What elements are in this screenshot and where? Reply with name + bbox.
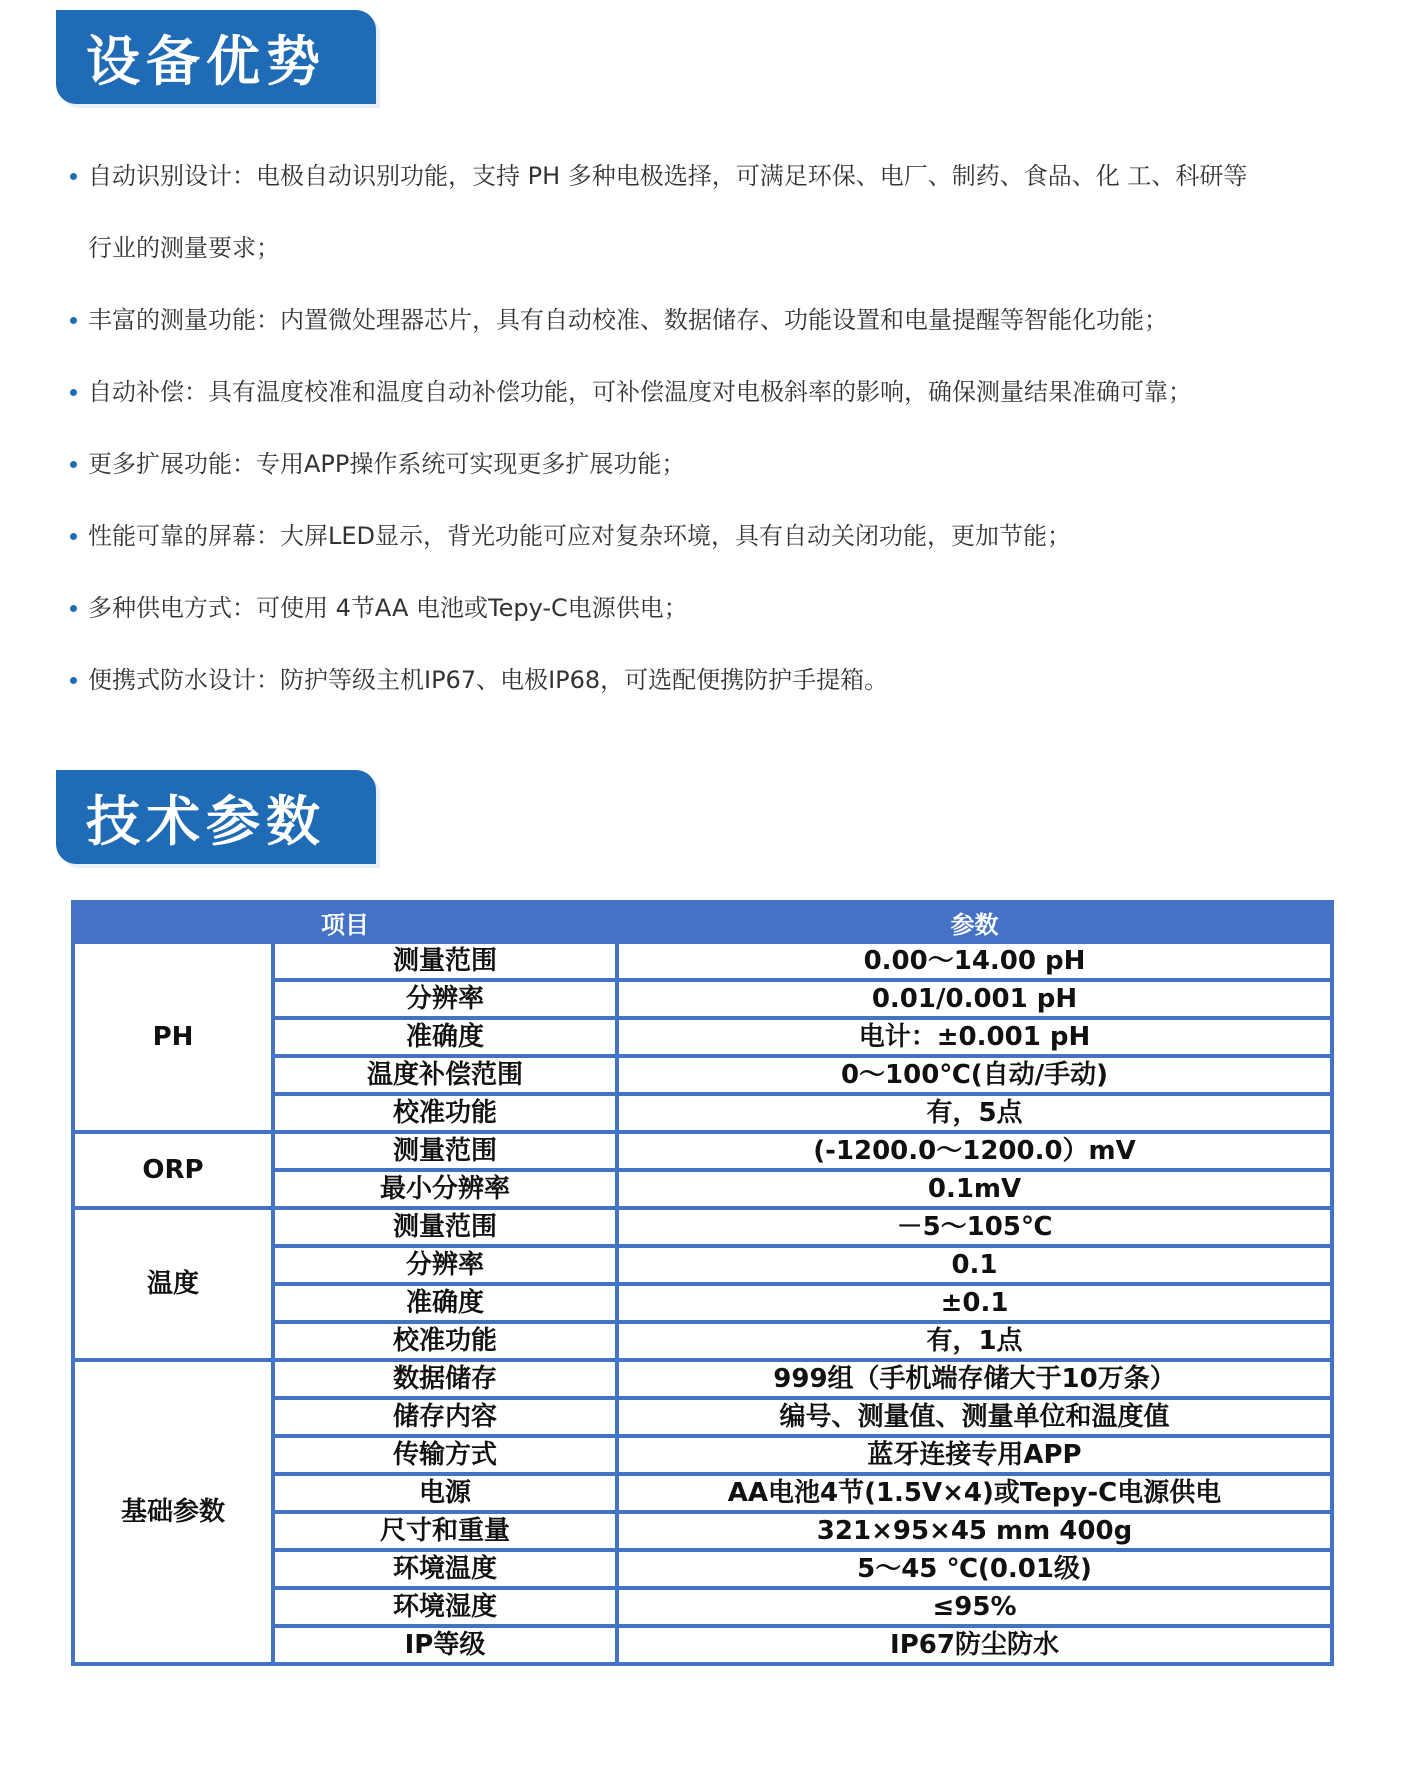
item-cell: 环境温度 [275,1552,615,1586]
value-cell: 有，1点 [619,1324,1330,1358]
header-item: 项目 [75,904,615,940]
feature-text: 多种供电方式：可使用 4节AA 电池或Tepy-C电源供电； [88,594,688,622]
value-cell: 5～45 ℃(0.01级) [619,1552,1330,1586]
spec-table-container [71,900,1334,1666]
feature-item [68,356,1368,428]
feature-item [68,500,1368,572]
value-cell: 0.00～14.00 pH [619,944,1330,978]
value-cell: 321×95×45 mm 400g [619,1514,1330,1548]
item-cell: 准确度 [275,1020,615,1054]
section-title-advantages: 设备优势 [56,10,376,104]
value-cell: 编号、测量值、测量单位和温度值 [619,1400,1330,1434]
feature-text-continued: 行业的测量要求； [88,234,280,262]
item-cell: 尺寸和重量 [275,1514,615,1548]
item-cell: 传输方式 [275,1438,615,1472]
value-cell: 电计：±0.001 pH [619,1020,1330,1054]
item-cell: 测量范围 [275,944,615,978]
value-cell: 0.1mV [619,1172,1330,1206]
feature-item [68,140,1368,284]
feature-text: 更多扩展功能：专用APP操作系统可实现更多扩展功能； [88,450,686,478]
feature-text: 丰富的测量功能：内置微处理器芯片，具有自动校准、数据储存、功能设置和电量提醒等智能化功能； [88,306,1168,334]
item-cell: 分辨率 [275,1248,615,1282]
feature-text: 自动补偿：具有温度校准和温度自动补偿功能，可补偿温度对电极斜率的影响，确保测量结果准确可靠； [88,378,1192,406]
value-cell: 999组（手机端存储大于10万条） [619,1362,1330,1396]
value-cell: ±0.1 [619,1286,1330,1320]
feature-item [68,644,1368,716]
item-cell: 数据储存 [275,1362,615,1396]
item-cell: IP等级 [275,1628,615,1662]
table-row [75,1210,1330,1244]
feature-item [68,284,1368,356]
feature-item [68,428,1368,500]
value-cell: 0.01/0.001 pH [619,982,1330,1016]
group-cell: 基础参数 [75,1362,271,1662]
feature-text: 自动识别设计：电极自动识别功能，支持 PH 多种电极选择，可满足环保、电厂、制药、食品、化 工、科研等 [88,162,1248,190]
feature-text: 性能可靠的屏幕：大屏LED显示，背光功能可应对复杂环境，具有自动关闭功能，更加节能； [88,522,1072,550]
item-cell: 准确度 [275,1286,615,1320]
value-cell: 0.1 [619,1248,1330,1282]
feature-text: 便携式防水设计：防护等级主机IP67、电极IP68，可选配便携防护手提箱。 [88,666,889,694]
item-cell: 校准功能 [275,1096,615,1130]
item-cell: 分辨率 [275,982,615,1016]
spec-table-body [75,944,1330,1662]
item-cell: 最小分辨率 [275,1172,615,1206]
item-cell: 测量范围 [275,1134,615,1168]
value-cell: －5～105℃ [619,1210,1330,1244]
item-cell: 储存内容 [275,1400,615,1434]
section-title-specs: 技术参数 [56,770,376,864]
table-row [75,944,1330,978]
table-row [75,1134,1330,1168]
item-cell: 校准功能 [275,1324,615,1358]
header-param: 参数 [619,904,1330,940]
table-header-row [75,904,1330,940]
group-cell: PH [75,944,271,1130]
value-cell: IP67防尘防水 [619,1628,1330,1662]
value-cell: 有，5点 [619,1096,1330,1130]
value-cell: AA电池4节(1.5V×4)或Tepy-C电源供电 [619,1476,1330,1510]
value-cell: 蓝牙连接专用APP [619,1438,1330,1472]
group-cell: 温度 [75,1210,271,1358]
group-cell: ORP [75,1134,271,1206]
feature-list [68,140,1368,716]
item-cell: 环境湿度 [275,1590,615,1624]
item-cell: 测量范围 [275,1210,615,1244]
spec-table [71,900,1334,1666]
item-cell: 电源 [275,1476,615,1510]
table-row [75,1362,1330,1396]
feature-item [68,572,1368,644]
item-cell: 温度补偿范围 [275,1058,615,1092]
value-cell: (-1200.0～1200.0）mV [619,1134,1330,1168]
value-cell: ≤95% [619,1590,1330,1624]
value-cell: 0～100℃(自动/手动) [619,1058,1330,1092]
